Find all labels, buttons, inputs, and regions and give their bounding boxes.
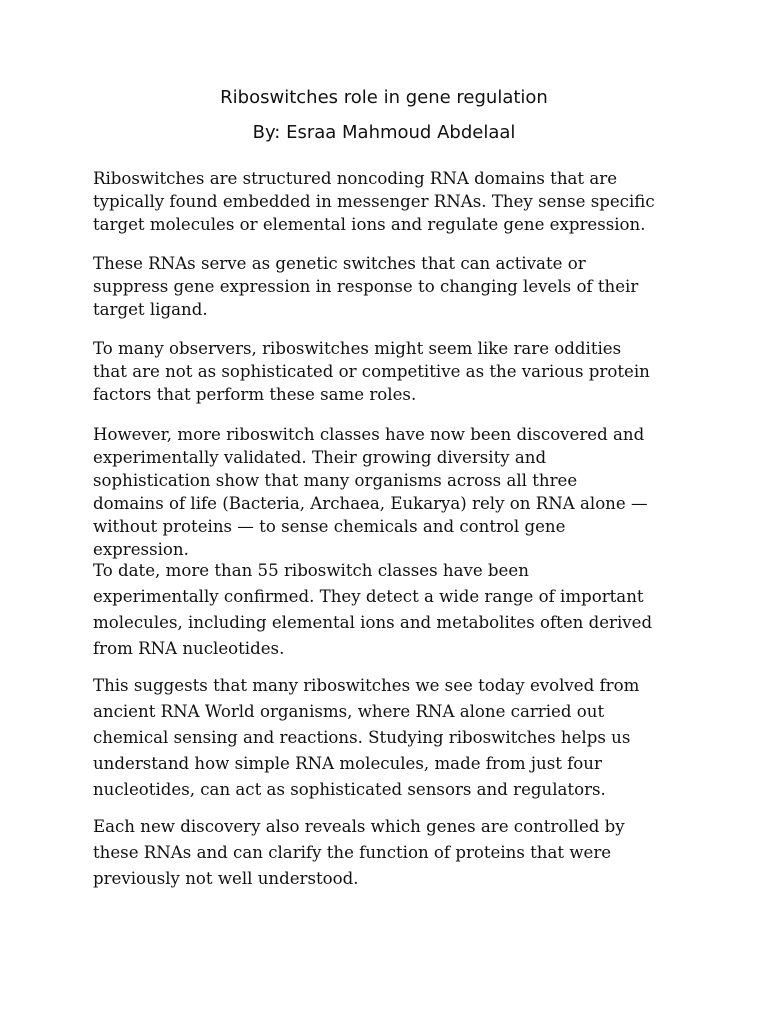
text-line: that are not as sophisticated or competitive as the various protein [93, 361, 650, 381]
document-author: By: Esraa Mahmoud Abdelaal [252, 122, 516, 143]
paragraph-continuation [93, 558, 733, 662]
text-line: experimentally confirmed. They detect a wide range of important [93, 587, 644, 606]
text-line: domains of life (Bacteria, Archaea, Eukarya) rely on RNA alone — [93, 493, 648, 513]
text-line: This suggests that many riboswitches we see today evolved from [93, 676, 640, 695]
text-line: experimentally validated. Their growing diversity and [93, 447, 547, 467]
text-line: However, more riboswitch classes have now been discovered and [93, 424, 645, 444]
text-line: To many observers, riboswitches might seem like rare oddities [93, 338, 622, 358]
text-line: suppress gene expression in response to changing levels of their [93, 276, 639, 296]
text-line: Each new discovery also reveals which genes are controlled by [93, 817, 625, 836]
text-line: expression. [93, 539, 189, 559]
text-line: chemical sensing and reactions. Studying riboswitches helps us [93, 728, 631, 747]
text-line: molecules, including elemental ions and metabolites often derived [93, 613, 653, 632]
text-line: target ligand. [93, 299, 208, 319]
text-line: ancient RNA World organisms, where RNA alone carried out [93, 702, 605, 721]
text-line: target molecules or elemental ions and regulate gene expression. [93, 214, 646, 234]
text-line: These RNAs serve as genetic switches that can activate or [93, 253, 586, 273]
paragraph [93, 423, 733, 561]
paragraph [93, 814, 733, 892]
text-line: previously not well understood. [93, 869, 359, 888]
text-line: typically found embedded in messenger RNAs. They sense specific [93, 191, 655, 211]
text-line: understand how simple RNA molecules, made from just four [93, 754, 602, 773]
text-line: nucleotides, can act as sophisticated sensors and regulators. [93, 780, 606, 799]
text-line: sophistication show that many organisms across all three [93, 470, 578, 490]
paragraph [93, 673, 733, 803]
text-line: To date, more than 55 riboswitch classes have been [93, 561, 529, 580]
document-title: Riboswitches role in gene regulation [220, 87, 548, 108]
text-line: factors that perform these same roles. [93, 384, 417, 404]
text-line: these RNAs and can clarify the function of proteins that were [93, 843, 612, 862]
paragraph [93, 167, 733, 236]
paragraph [93, 252, 733, 321]
text-line: from RNA nucleotides. [93, 639, 285, 658]
text-line: Riboswitches are structured noncoding RNA domains that are [93, 168, 618, 188]
text-line: without proteins — to sense chemicals and control gene [93, 516, 566, 536]
paragraph [93, 337, 733, 406]
